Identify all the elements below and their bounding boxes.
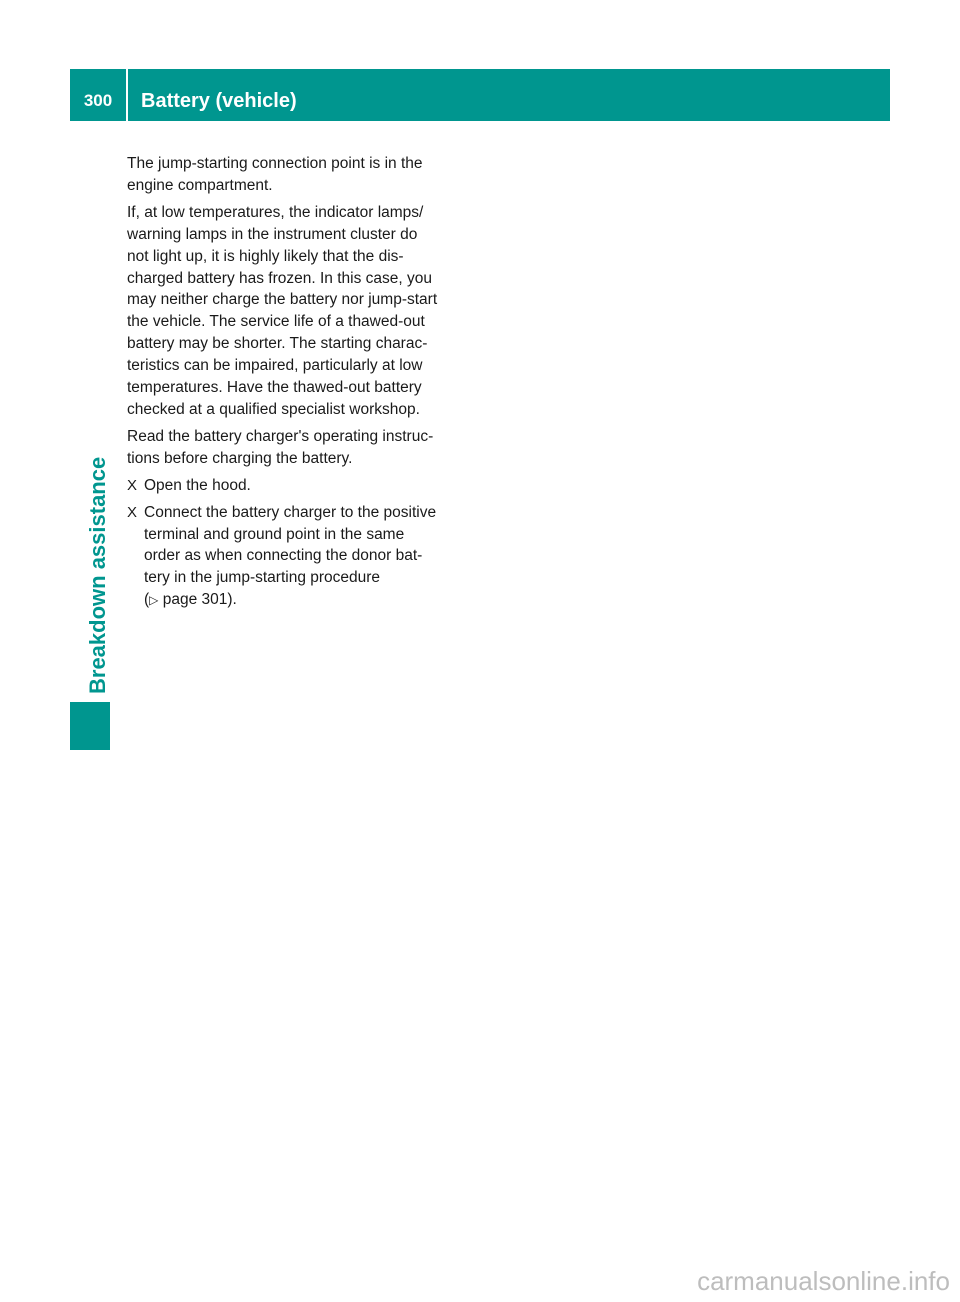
text-line: tions before charging the battery. bbox=[127, 449, 353, 467]
step-text: terminal and ground point in the same bbox=[144, 525, 405, 543]
text-line: checked at a qualified specialist workshop. bbox=[127, 400, 420, 418]
step-connect-charger bbox=[127, 502, 467, 613]
text-line: battery may be shorter. The starting charac- bbox=[127, 335, 428, 353]
text-line: If, at low temperatures, the indicator lamps/ bbox=[127, 203, 424, 221]
text-line: the vehicle. The service life of a thawed-out bbox=[127, 313, 425, 331]
section-title: Battery (vehicle) bbox=[141, 90, 297, 112]
side-tab-label: Breakdown assistance bbox=[85, 456, 110, 694]
step-open-hood bbox=[127, 475, 467, 497]
footer-watermark: carmanualsonline.info bbox=[697, 1266, 950, 1296]
side-tab-block bbox=[70, 702, 110, 750]
xref-open-paren: ( bbox=[144, 591, 150, 609]
text-line: may neither charge the battery nor jump-start bbox=[127, 291, 438, 309]
page-number: 300 bbox=[83, 91, 113, 110]
body-content bbox=[127, 153, 467, 617]
text-line: not light up, it is highly likely that the dis- bbox=[127, 247, 404, 265]
paragraph-connection-point bbox=[127, 153, 467, 197]
text-line: The jump-starting connection point is in the bbox=[127, 155, 423, 172]
page-reference-text: page 301). bbox=[158, 591, 237, 609]
text-line: teristics can be impaired, particularly at low bbox=[127, 357, 423, 375]
paragraph-frozen-battery bbox=[127, 202, 467, 421]
header-divider bbox=[126, 69, 128, 121]
text-line: temperatures. Have the thawed-out battery bbox=[127, 379, 422, 397]
text-line: engine compartment. bbox=[127, 176, 273, 194]
text-line: warning lamps in the instrument cluster do bbox=[127, 225, 418, 243]
step-marker-icon: X bbox=[127, 476, 138, 494]
step-text: Connect the battery charger to the positive bbox=[144, 503, 437, 521]
paragraph-read-instructions bbox=[127, 426, 467, 470]
step-text: Open the hood. bbox=[144, 476, 251, 494]
step-marker-icon: X bbox=[127, 503, 138, 521]
page-reference-link[interactable] bbox=[144, 589, 467, 612]
text-line: Read the battery charger's operating instruc- bbox=[127, 427, 434, 445]
step-text: order as when connecting the donor bat- bbox=[144, 547, 423, 565]
page-reference-icon: ▷ bbox=[149, 593, 159, 608]
step-text: tery in the jump-starting procedure bbox=[144, 569, 381, 587]
text-line: charged battery has frozen. In this case, you bbox=[127, 269, 433, 287]
